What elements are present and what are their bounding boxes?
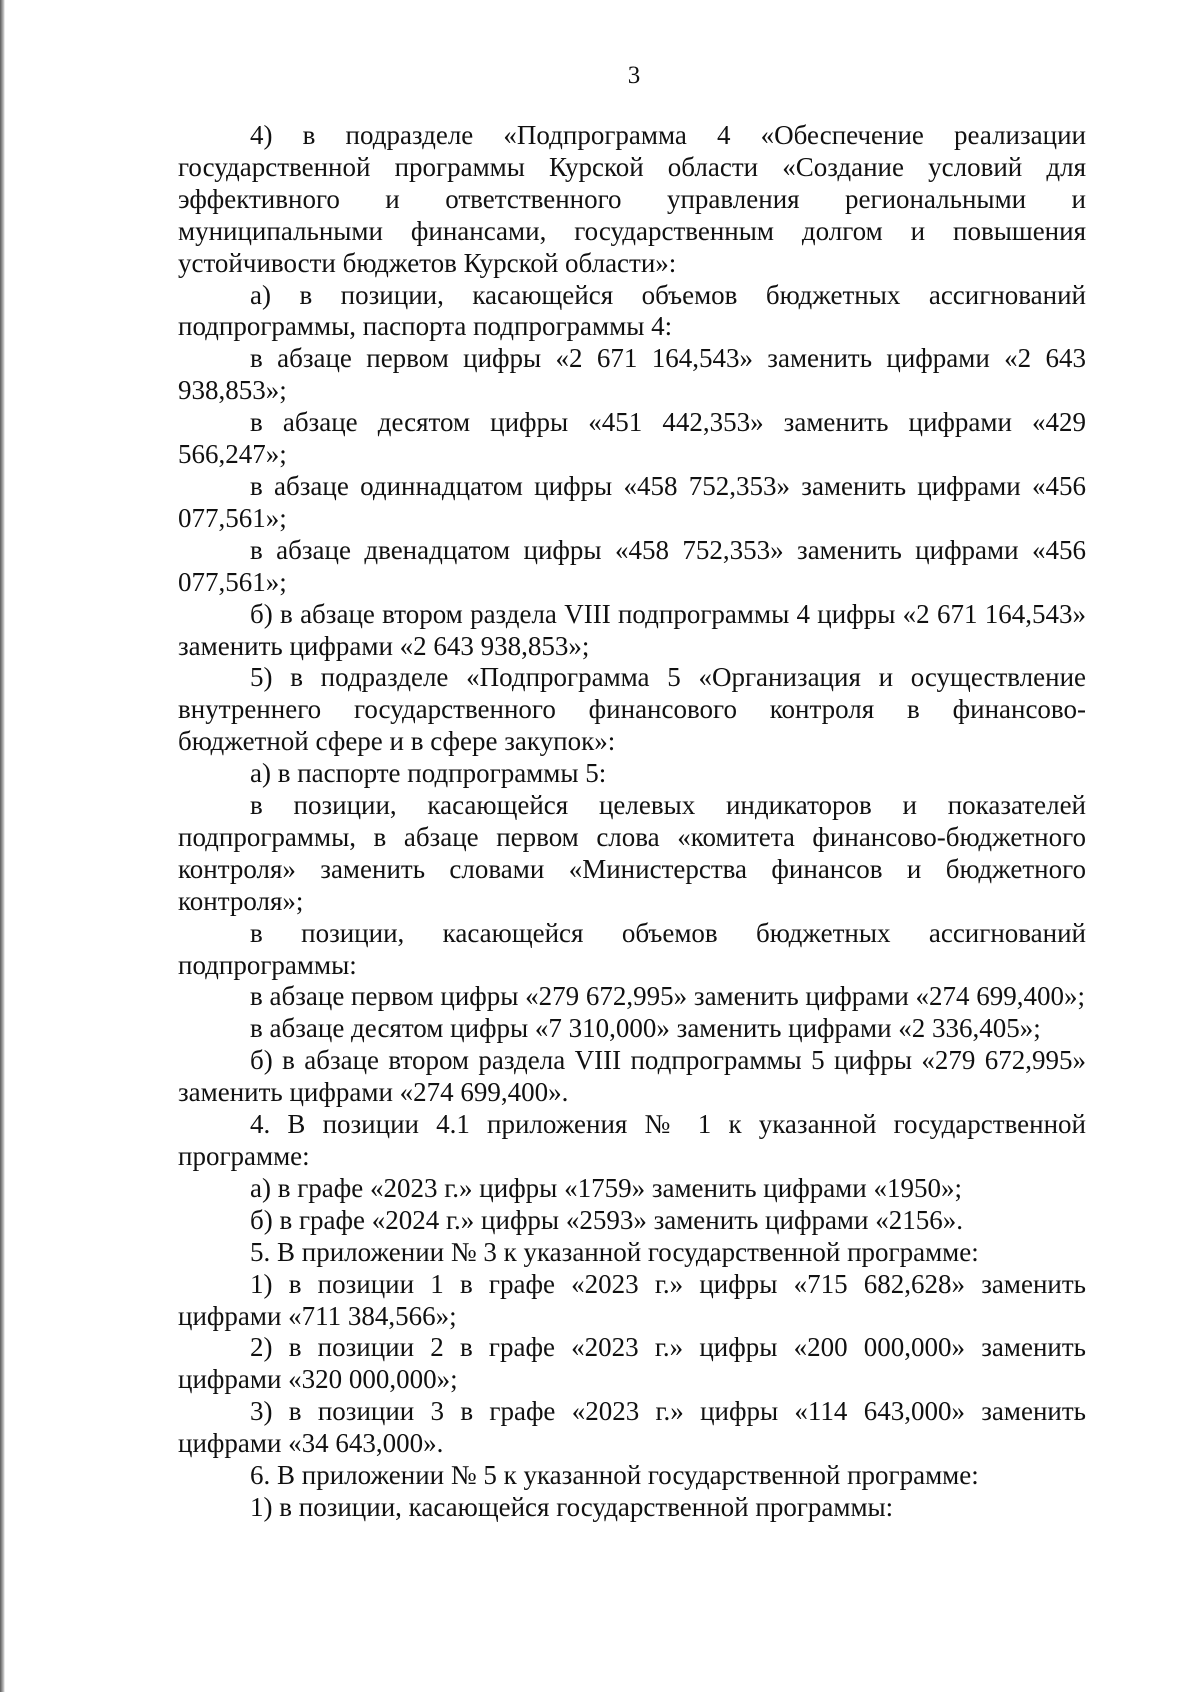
paragraph: 5. В приложении № 3 к указанной государственной программе: — [250, 1236, 979, 1267]
paragraph: 1) в позиции, касающейся государственной программы: — [250, 1491, 894, 1522]
paragraph: 5) в подразделе «Подпрограмма 5 «Организация и осуществление внутреннего государственного финансового контроля в финансово-бюджетной сфере и в сфере закупок»: — [178, 662, 1086, 757]
paragraph: 1) в позиции 1 в графе «2023 г.» цифры «715 682,628» заменить цифрами «711 384,566»; — [178, 1268, 1086, 1331]
paragraph: б) в абзаце втором раздела VIII подпрограммы 5 цифры «279 672,995» заменить цифрами «274 699,400». — [178, 1045, 1086, 1108]
paragraph: 6. В приложении № 5 к указанной государственной программе: — [250, 1460, 979, 1491]
paragraph: б) в графе «2024 г.» цифры «2593» заменить цифрами «2156». — [250, 1204, 963, 1235]
paragraph: б) в абзаце втором раздела VIII подпрограммы 4 цифры «2 671 164,543» заменить цифрами «2 643 938,853»; — [178, 598, 1086, 661]
paragraph: в абзаце двенадцатом цифры «458 752,353» заменить цифрами «456 077,561»; — [178, 534, 1086, 597]
paragraph: в абзаце десятом цифры «7 310,000» заменить цифрами «2 336,405»; — [250, 1013, 1041, 1044]
paragraph: а) в графе «2023 г.» цифры «1759» заменить цифрами «1950»; — [250, 1172, 962, 1203]
paragraph: в абзаце десятом цифры «451 442,353» заменить цифрами «429 566,247»; — [178, 407, 1086, 470]
paragraph: в абзаце одиннадцатом цифры «458 752,353» заменить цифрами «456 077,561»; — [178, 470, 1086, 533]
paragraph: в позиции, касающейся целевых индикаторов и показателей подпрограммы, в абзаце первом слова «комитета финансово-бюджетного контроля» заменить словами «Министерства финансов и бюджетного контроля»; — [178, 790, 1086, 916]
paragraph: а) в паспорте подпрограммы 5: — [250, 758, 607, 789]
paragraph: 4. В позиции 4.1 приложения № 1 к указанной государственной программе: — [178, 1109, 1086, 1171]
scan-edge — [0, 0, 5, 1692]
paragraph: 3) в позиции 3 в графе «2023 г.» цифры «114 643,000» заменить цифрами «34 643,000». — [178, 1396, 1086, 1459]
paragraph: а) в позиции, касающейся объемов бюджетных ассигнований подпрограммы, паспорта подпрограммы 4: — [178, 279, 1086, 342]
paragraph: в позиции, касающейся объемов бюджетных ассигнований подпрограммы: — [178, 917, 1086, 980]
paragraph: в абзаце первом цифры «2 671 164,543» заменить цифрами «2 643 938,853»; — [178, 343, 1086, 406]
paragraph: 4) в подразделе «Подпрограмма 4 «Обеспечение реализации государственной программы Курской области «Создание условий для эффективного и ответственного управления региональными и муниципальными финансами, государственным долгом и повышения устойчивости бюджетов Курской области»: — [178, 120, 1086, 278]
paragraph: 2) в позиции 2 в графе «2023 г.» цифры «200 000,000» заменить цифрами «320 000,000»; — [178, 1332, 1086, 1395]
paragraph: в абзаце первом цифры «279 672,995» заменить цифрами «274 699,400»; — [250, 981, 1086, 1012]
document-body — [178, 120, 1086, 1524]
page-number: 3 — [627, 62, 641, 89]
